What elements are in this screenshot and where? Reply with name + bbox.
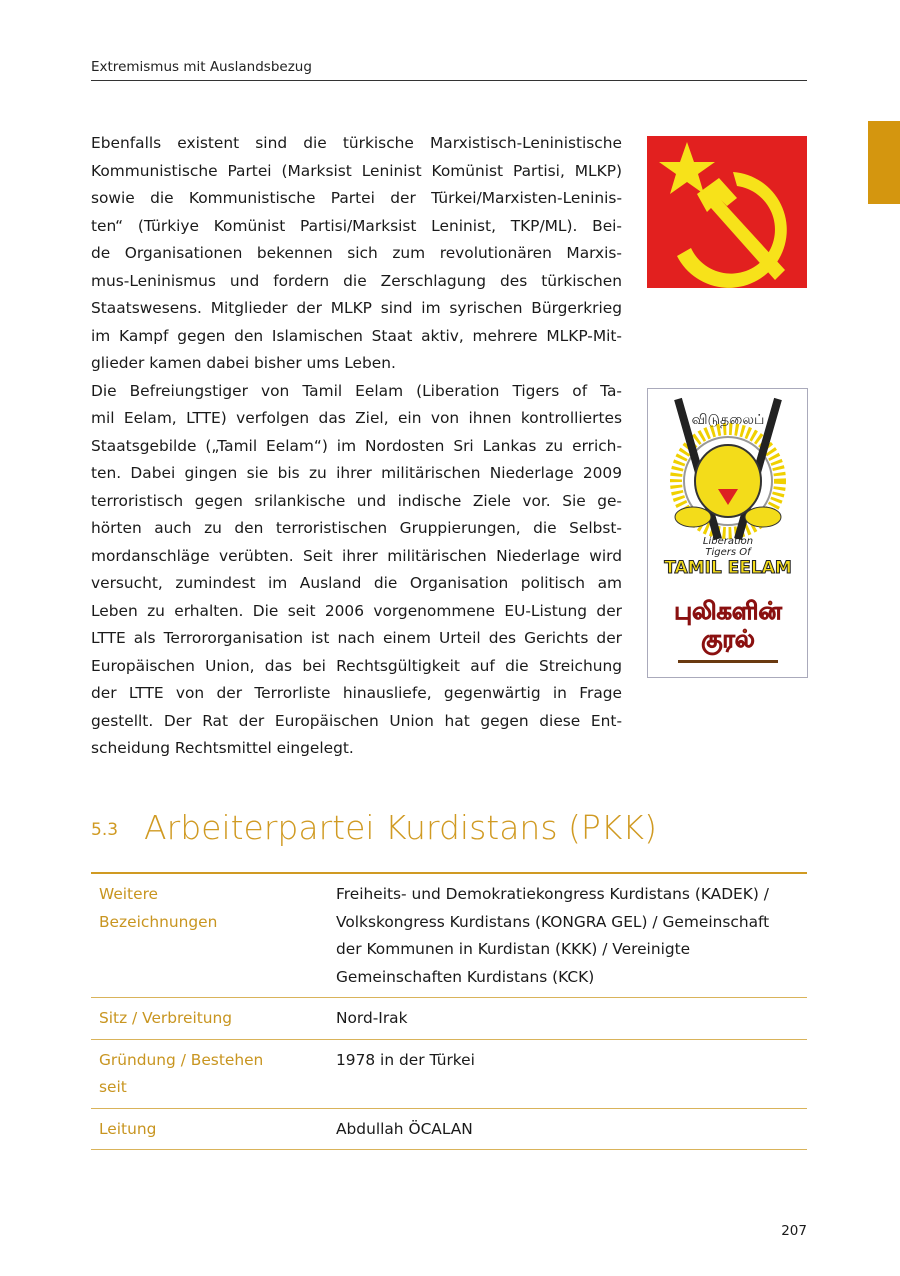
page-number: 207 — [781, 1223, 807, 1239]
svg-text:குரல்: குரல் — [701, 625, 755, 653]
text-line: LTTE als Terrororganisation ist nach einem Urteil des Gerichts der — [91, 629, 622, 647]
emblem-text-tigers: Tigers Of — [705, 547, 751, 558]
row-value: Abdullah ÖCALAN — [336, 1108, 807, 1150]
row-value: Nord-Irak — [336, 998, 807, 1040]
text-line: Staatswesens. Mitglieder der MLKP sind im syrischen Bürgerkrieg — [91, 299, 622, 317]
running-header: Extremismus mit Auslandsbezug — [91, 59, 312, 75]
text-line: de Organisationen bekennen sich zum revolutionären Marxis- — [91, 244, 622, 262]
text-line: mus-Leninismus und fordern die Zerschlagung des türkischen — [91, 271, 622, 290]
row-label: Weitere Bezeichnungen — [91, 873, 336, 998]
text-line: der LTTE von der Terrorliste hinausliefe, gegenwärtig in Frage — [91, 684, 622, 702]
text-line: Leben zu erhalten. Die seit 2006 vorgenommene EU-Listung der — [91, 601, 622, 620]
header-rule — [91, 80, 807, 81]
text-line: gestellt. Der Rat der Europäischen Union hat gegen diese Ent- — [91, 711, 622, 730]
text-line: glieder kamen dabei bisher ums Leben. — [91, 354, 396, 372]
text-line: im Kampf gegen den Islamischen Staat aktiv, mehrere MLKP-Mit- — [91, 326, 622, 345]
table-row — [91, 1108, 807, 1150]
table-row — [91, 873, 807, 998]
hammer-sickle-flag-image — [647, 136, 807, 288]
row-label: Leitung — [91, 1108, 336, 1150]
text-line: mil Eelam, LTTE) verfolgen das Ziel, ein von ihnen kontrolliertes — [91, 409, 622, 427]
ltte-emblem-image — [647, 388, 808, 678]
text-line: scheidung Rechtsmittel eingelegt. — [91, 739, 354, 757]
chapter-tab-marker — [868, 121, 900, 204]
body-text — [91, 130, 622, 763]
svg-text:புலிகளின்: புலிகளின் — [674, 597, 782, 625]
paragraph — [91, 130, 622, 378]
text-line: Die Befreiungstiger von Tamil Eelam (Liberation Tigers of Ta- — [91, 381, 622, 400]
emblem-text-tamil-eelam: TAMIL EELAM — [664, 558, 792, 578]
section-heading — [91, 808, 657, 847]
row-label: Gründung / Bestehen seit — [91, 1039, 336, 1108]
table-row — [91, 998, 807, 1040]
pkk-fact-table — [91, 872, 807, 1150]
row-label: Sitz / Verbreitung — [91, 998, 336, 1040]
text-line: Europäischen Union, das bei Rechtsgültigkeit auf die Streichung — [91, 656, 622, 675]
text-line: sowie die Kommunistische Partei der Türkei/Marxisten-Leninis- — [91, 189, 622, 207]
section-title: Arbeiterpartei Kurdistans (PKK) — [144, 808, 657, 847]
text-line: mordanschläge verübten. Seit ihrer militärischen Niederlage wird — [91, 546, 622, 565]
row-value: 1978 in der Türkei — [336, 1039, 807, 1108]
text-line: ten“ (Türkiye Komünist Partisi/Marksist Leninist, TKP/ML). Bei- — [91, 216, 622, 235]
text-line: Staatsgebilde („Tamil Eelam“) im Nordosten Sri Lankas zu errich- — [91, 436, 622, 455]
section-number: 5.3 — [91, 820, 119, 840]
svg-text:விடுதலைப்: விடுதலைப் — [691, 412, 765, 428]
text-line: terroristisch gegen srilankische und indische Ziele vor. Sie ge- — [91, 491, 622, 510]
paragraph — [91, 378, 622, 763]
text-line: ten. Dabei gingen sie bis zu ihrer militärischen Niederlage 2009 — [91, 464, 622, 482]
text-line: versucht, zumindest im Ausland die Organisation politisch am — [91, 574, 622, 592]
text-line: Kommunistische Partei (Marksist Leninist Komünist Partisi, MLKP) — [91, 161, 622, 180]
text-line: Ebenfalls existent sind die türkische Marxistisch-Leninistische — [91, 134, 622, 152]
text-line: hörten auch zu den terroristischen Gruppierungen, die Selbst- — [91, 519, 622, 537]
table-row — [91, 1039, 807, 1108]
row-value: Freiheits- und Demokratiekongress Kurdistans (KADEK) / Volkskongress Kurdistans (KONGRA GEL) / Gemeinschaft der Kommunen in Kurdistan (KKK) / Vereinigte Gemeinschaften Kurdistans (KCK) — [336, 873, 807, 998]
emblem-text-liberation: Liberation — [702, 536, 754, 547]
